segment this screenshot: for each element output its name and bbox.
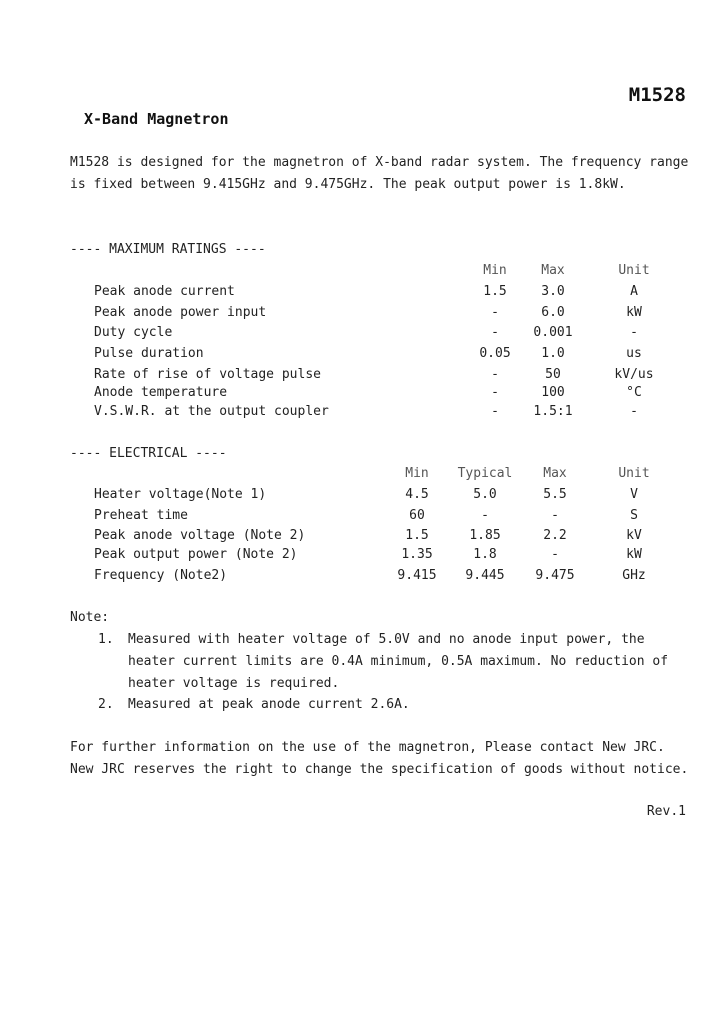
- col-header-max: Max: [543, 466, 567, 481]
- table-row: [94, 385, 694, 405]
- max-value: 9.475: [535, 568, 575, 583]
- typical-value: 1.85: [469, 528, 501, 543]
- unit-value: °C: [626, 385, 642, 400]
- min-value: 9.415: [397, 568, 437, 583]
- table-row: [94, 487, 694, 507]
- min-value: 1.5: [405, 528, 429, 543]
- max-value: 50: [545, 367, 561, 382]
- max-ratings-heading: ---- MAXIMUM RATINGS ----: [70, 242, 266, 257]
- unit-value: GHz: [622, 568, 646, 583]
- min-value: -: [491, 404, 499, 419]
- max-ratings-header-row: [94, 263, 694, 283]
- typical-value: 5.0: [473, 487, 497, 502]
- min-value: -: [491, 385, 499, 400]
- param-label: Pulse duration: [94, 346, 204, 361]
- intro-paragraph: M1528 is designed for the magnetron of X-band radar system. The frequency range is fixed between 9.415GHz and 9.475GHz. The peak output power is 1.8kW.: [70, 155, 689, 192]
- table-row: [94, 325, 694, 345]
- max-value: 2.2: [543, 528, 567, 543]
- max-value: 3.0: [541, 284, 565, 299]
- col-header-min: Min: [483, 263, 507, 278]
- col-header-min: Min: [405, 466, 429, 481]
- param-label: Peak output power (Note 2): [94, 547, 298, 562]
- unit-value: us: [626, 346, 642, 361]
- typical-value: 1.8: [473, 547, 497, 562]
- table-row: [94, 528, 694, 548]
- table-row: [94, 367, 694, 387]
- typical-value: -: [481, 508, 489, 523]
- table-row: [94, 568, 694, 588]
- table-row: [94, 508, 694, 528]
- table-row: [94, 284, 694, 304]
- max-value: 1.0: [541, 346, 565, 361]
- unit-value: S: [630, 508, 638, 523]
- max-value: -: [551, 508, 559, 523]
- param-label: Peak anode voltage (Note 2): [94, 528, 306, 543]
- typical-value: 9.445: [465, 568, 505, 583]
- min-value: 4.5: [405, 487, 429, 502]
- unit-value: V: [630, 487, 638, 502]
- note-number: 1.: [98, 632, 114, 647]
- model-number: M1528: [628, 84, 686, 106]
- note-number: 2.: [98, 697, 114, 712]
- max-value: 1.5:1: [533, 404, 573, 419]
- table-row: [94, 404, 694, 424]
- param-label: Heater voltage(Note 1): [94, 487, 267, 502]
- min-value: 1.35: [401, 547, 433, 562]
- param-label: Anode temperature: [94, 385, 228, 400]
- unit-value: A: [630, 284, 638, 299]
- max-value: 6.0: [541, 305, 565, 320]
- param-label: V.S.W.R. at the output coupler: [94, 404, 329, 419]
- min-value: -: [491, 367, 499, 382]
- revision-label: Rev.1: [646, 804, 686, 819]
- max-value: 0.001: [533, 325, 573, 340]
- unit-value: -: [630, 325, 638, 340]
- note-text: Measured with heater voltage of 5.0V and no anode input power, the heater current limits are 0.4A minimum, 0.5A maximum. No reduction of heater voltage is required.: [128, 632, 669, 691]
- col-header-typical: Typical: [457, 466, 513, 481]
- max-value: -: [551, 547, 559, 562]
- col-header-max: Max: [541, 263, 565, 278]
- unit-value: kV: [626, 528, 642, 543]
- param-label: Frequency (Note2): [94, 568, 228, 583]
- param-label: Peak anode power input: [94, 305, 267, 320]
- electrical-heading: ---- ELECTRICAL ----: [70, 446, 227, 461]
- max-value: 5.5: [543, 487, 567, 502]
- electrical-header-row: [94, 466, 694, 486]
- unit-value: kV/us: [614, 367, 654, 382]
- param-label: Preheat time: [94, 508, 188, 523]
- unit-value: kW: [626, 547, 642, 562]
- param-label: Rate of rise of voltage pulse: [94, 367, 321, 382]
- contact-paragraph: For further information on the use of the magnetron, Please contact New JRC. New JRC reserves the right to change the specification of goods without notice.: [70, 740, 689, 777]
- notes-title: Note:: [70, 610, 110, 625]
- param-label: Duty cycle: [94, 325, 173, 340]
- table-row: [94, 305, 694, 325]
- table-row: [94, 346, 694, 366]
- col-header-unit: Unit: [618, 466, 650, 481]
- table-row: [94, 547, 694, 567]
- min-value: 60: [409, 508, 425, 523]
- min-value: -: [491, 305, 499, 320]
- note-text: Measured at peak anode current 2.6A.: [128, 697, 410, 712]
- min-value: 0.05: [479, 346, 511, 361]
- min-value: -: [491, 325, 499, 340]
- page-title: X-Band Magnetron: [84, 110, 229, 128]
- col-header-unit: Unit: [618, 263, 650, 278]
- min-value: 1.5: [483, 284, 507, 299]
- unit-value: kW: [626, 305, 642, 320]
- max-value: 100: [541, 385, 565, 400]
- unit-value: -: [630, 404, 638, 419]
- param-label: Peak anode current: [94, 284, 235, 299]
